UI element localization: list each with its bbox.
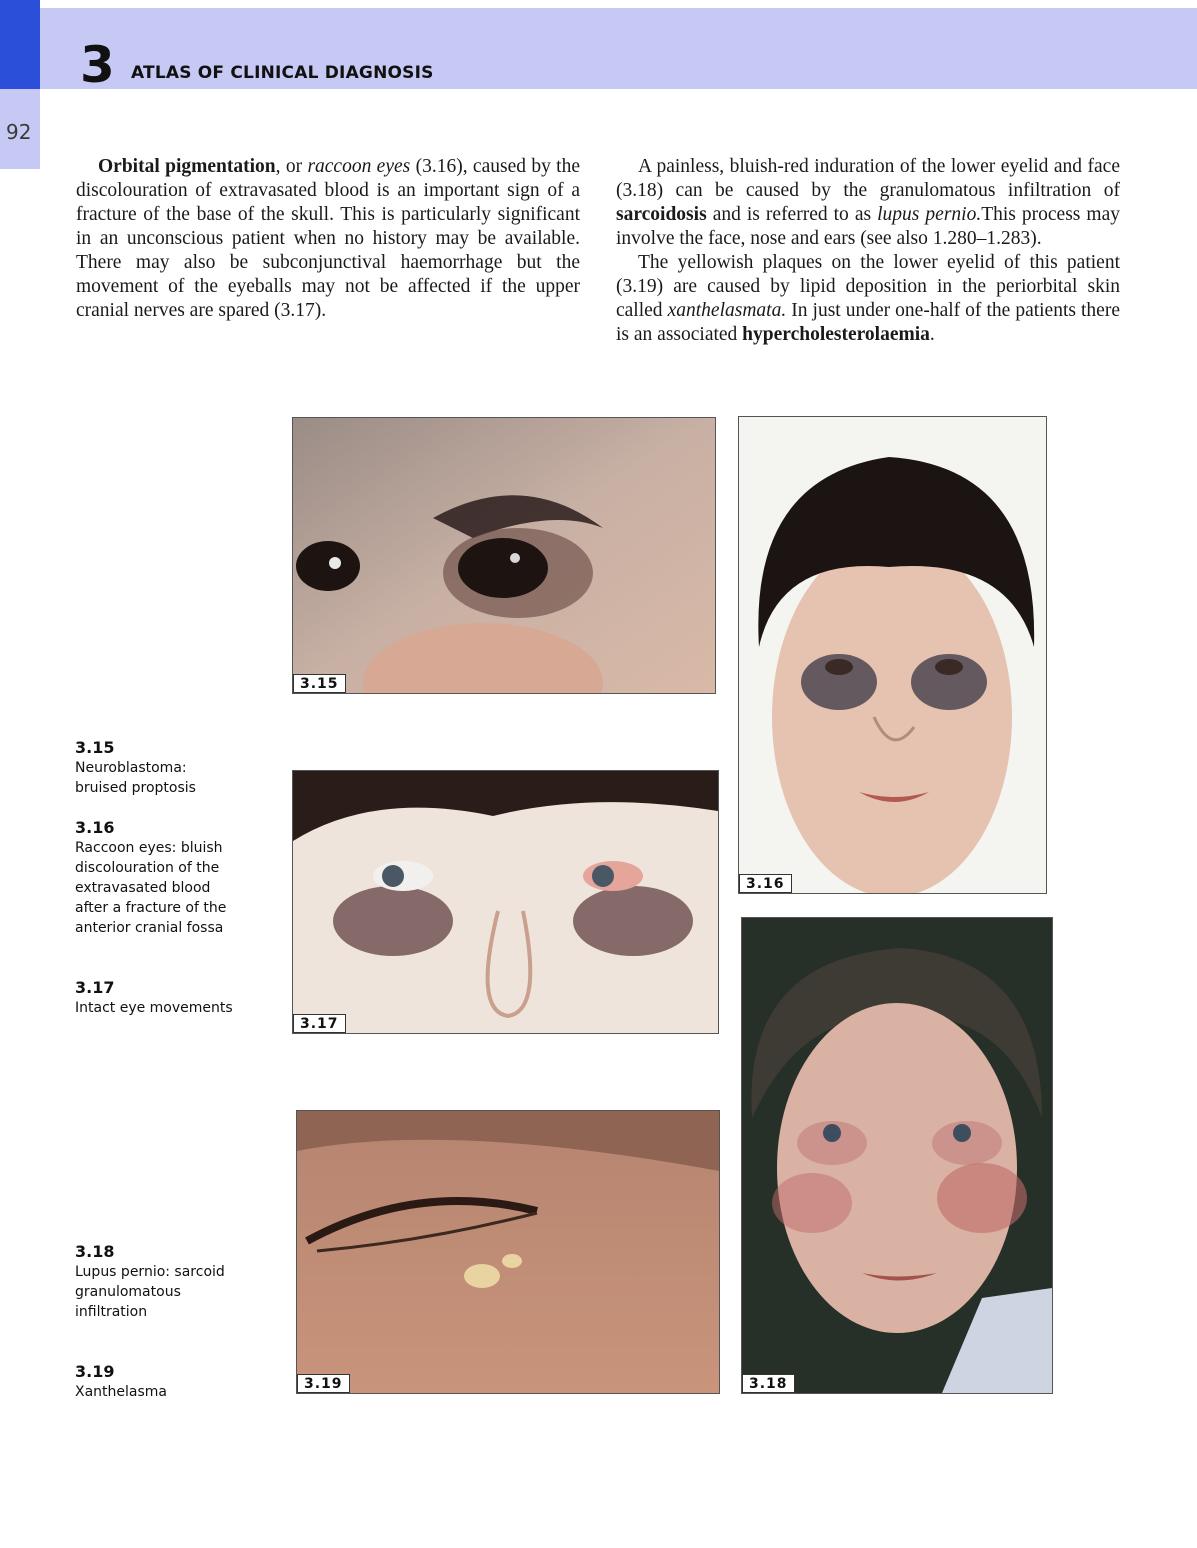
page-number: 92 [6,120,32,144]
caption-text: Intact eye movements [75,1000,233,1016]
chapter-side-tab [0,0,40,89]
body-column-left [76,155,580,323]
figure-label-3-18: 3.18 [742,1374,795,1393]
figure-label-3-15: 3.15 [293,674,346,693]
term-xanthelasmata: xanthelasmata. [667,300,787,321]
photo-3-19-image [297,1111,719,1393]
term-lupus-pernio: lupus pernio. [877,204,982,225]
term-orbital-pigmentation: Orbital pigmentation [98,156,276,177]
caption-text: Xanthelasma [75,1384,167,1400]
photo-3-17 [292,770,719,1034]
photo-3-15 [292,417,716,694]
figure-label-3-16: 3.16 [739,874,792,893]
caption-3-17 [75,978,235,1018]
caption-3-16 [75,818,235,938]
photo-3-18 [741,917,1053,1394]
photo-3-15-image [293,418,715,693]
caption-text: Neuroblastoma: bruised proptosis [75,760,196,796]
term-raccoon-eyes: raccoon eyes [307,156,411,177]
paragraph-orbital-pigmentation: Orbital pigmentation, or raccoon eyes (3.16), caused by the discolouration of extravasated blood is an important sign of a fracture of the base of the skull. This is particularly significant in an unconscious patient when no history may be available. There may also be subconjunctival haemorrhage but the movement of the eyeballs may not be affected if the upper cranial nerves are spared (3.17). [76,156,581,321]
paragraph-xanthelasmata: The yellowish plaques on the lower eyelid of this patient (3.19) are caused by lipid deposition in the periorbital skin called xanthelasmata. In just under one-half of the patients there is an associated hypercholesterolaemia. [616,252,1120,345]
photo-3-19 [296,1110,720,1394]
chapter-title: ATLAS OF CLINICAL DIAGNOSIS [131,63,434,83]
paragraph-lupus-pernio: A painless, bluish-red induration of the lower eyelid and face (3.18) can be caused by the granulomatous infiltration of sarcoidosis and is referred to as lupus pernio.This process may involve the face, nose and ears (see also 1.280–1.283). [616,156,1120,249]
caption-3-18 [75,1242,235,1322]
photo-3-18-image [742,918,1052,1393]
caption-text: Raccoon eyes: bluish discolouration of the extravasated blood after a fracture of the anterior cranial fossa [75,840,227,936]
caption-3-15 [75,738,235,798]
caption-3-19 [75,1362,235,1402]
caption-number: 3.15 [75,738,115,757]
caption-number: 3.17 [75,978,115,997]
photo-3-16-image [739,417,1046,893]
photo-3-17-image [293,771,718,1033]
term-hypercholesterolaemia: hypercholesterolaemia [742,324,930,345]
photo-3-16 [738,416,1047,894]
figure-label-3-17: 3.17 [293,1014,346,1033]
chapter-number: 3 [80,36,115,94]
caption-number: 3.16 [75,818,115,837]
caption-number: 3.18 [75,1242,115,1261]
caption-number: 3.19 [75,1362,115,1381]
term-sarcoidosis: sarcoidosis [616,204,707,225]
figure-label-3-19: 3.19 [297,1374,350,1393]
caption-text: Lupus pernio: sarcoid granulomatous infiltration [75,1264,225,1320]
body-column-right [616,155,1120,347]
